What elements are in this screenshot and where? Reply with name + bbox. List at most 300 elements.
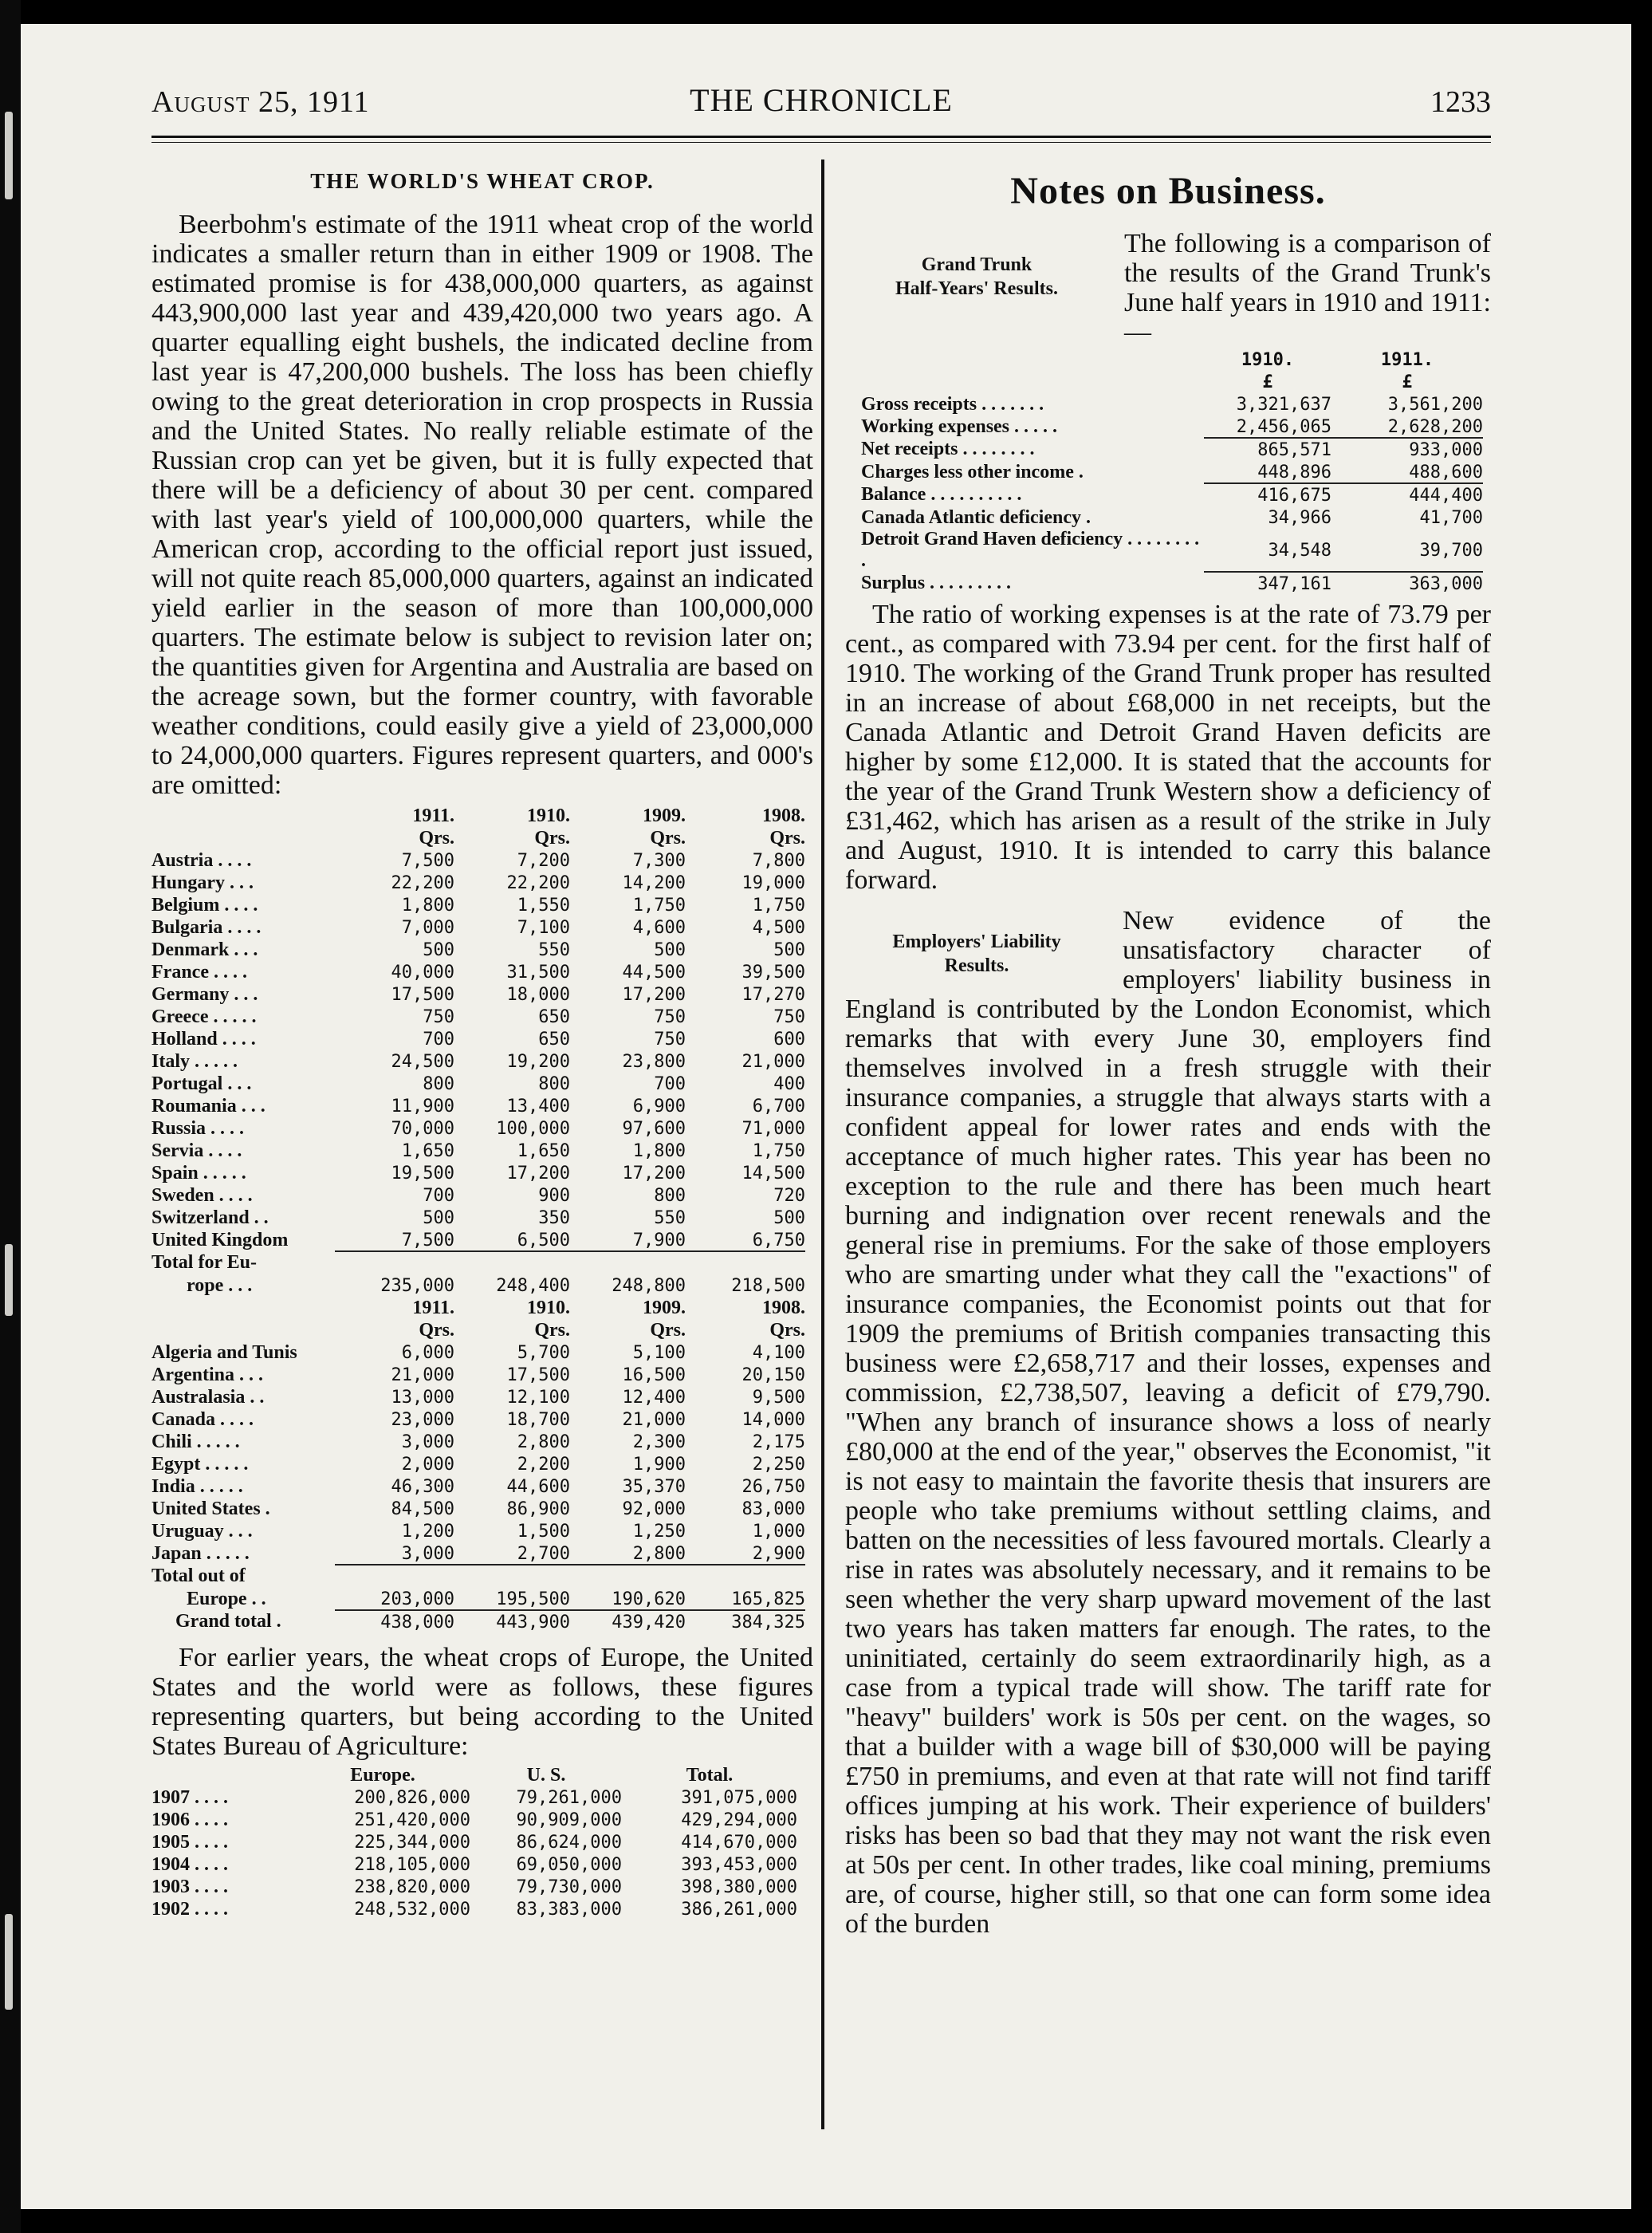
crop-value: 39,500: [741, 962, 805, 983]
country-label: Denmark . . .: [151, 939, 258, 960]
crop-value: 7,500: [401, 850, 454, 871]
table-row: [151, 983, 805, 1006]
total-label-cont: Europe . .: [187, 1588, 266, 1609]
left-column: [151, 160, 813, 1920]
table-row: [151, 1028, 805, 1050]
table-row: [151, 1162, 805, 1184]
table-row: [151, 872, 805, 894]
crop-value: 7,000: [401, 917, 454, 938]
gt-year-header: 1910.: [1241, 349, 1295, 370]
total-rule: [454, 1251, 570, 1274]
country-label: Hungary . . .: [151, 872, 254, 893]
crop-value: 6,000: [401, 1342, 454, 1363]
crop-value: 2,800: [517, 1432, 570, 1452]
crop-value: 900: [538, 1185, 570, 1206]
table-row: [151, 1453, 805, 1475]
earlier-value: 225,344,000: [354, 1832, 470, 1853]
crop-value: 550: [654, 1207, 686, 1228]
total-rule: [686, 1251, 805, 1274]
earlier-value: 414,670,000: [681, 1832, 797, 1853]
crop-value: 40,000: [391, 962, 454, 983]
crop-value: 26,750: [741, 1476, 805, 1497]
crop-value: 24,500: [391, 1051, 454, 1072]
crop-value: 1,750: [752, 1140, 805, 1161]
total-value: 248,400: [496, 1275, 570, 1296]
gt-row-label: Charges less other income .: [861, 461, 1084, 482]
crop-value: 4,500: [752, 917, 805, 938]
page-header: [151, 65, 1491, 129]
wheat-crop-table: [151, 805, 805, 1633]
table-row: [151, 1006, 805, 1028]
column-divider: [821, 160, 824, 2129]
crop-value: 1,750: [632, 895, 686, 916]
earlier-value: 251,420,000: [354, 1810, 470, 1830]
crop-value: 83,000: [741, 1499, 805, 1519]
grand-total-value: 443,900: [454, 1610, 570, 1633]
year-header: 1911.: [412, 1297, 454, 1318]
country-label: Egypt . . . . .: [151, 1453, 249, 1475]
grand-trunk-table: [861, 349, 1483, 595]
year-label: 1904 . . . .: [151, 1853, 228, 1875]
country-label: India . . . . .: [151, 1475, 243, 1497]
country-label: Australasia . .: [151, 1386, 265, 1408]
total-value: 248,800: [612, 1275, 686, 1296]
year-header-row: [151, 805, 805, 827]
crop-value: 500: [423, 1207, 454, 1228]
employers-liability-section: [845, 906, 1491, 1939]
employers-liability-text: New evidence of the unsatisfactory character of employers' liability business in England is contributed by the London Economist, which remarks that with every June 30, employers find themselves involved in a fresh struggle with their insurance companies, a struggle that always starts with a confident appeal for lower rates and ends with the acceptance of much higher rates. This year has been no exception to the rule and there has been much heart burning and indignation over recent renewals and the general rise in premiums. For the sake of those employers who are smarting under what they call the "exactions" of insurance companies, the Economist points out that for 1909 the premiums of British companies transacting this business were £2,658,717 and their losses, expenses and commission, £2,738,507, leaving a deficit of £79,790. "When any branch of insurance shows a loss of nearly £80,000 at the end of the year," observes the Economist, "it is not easy to maintain the favorite thesis that insurers are people who take premiums without settling claims, and batten on the necessities of less favoured mortals. Clearly a rise in rates was absolutely necessary, and it remains to be seen whether the very sharp upward movement of the last two years has taken matters far enough. The rates, to the uninitiated, certainly do seem extraordinarily high, as a case from a typical trade will show. The tariff rate for "heavy" builders' work is 50s per cent. on the wages, so that a builder with a wage bill of $30,000 will be paying £750 in premiums, and even at that rate will not find tariff offices jumping at his work. Their experience of builders' risks has been so bad that they may not want the risk even at 50s per cent. In other trades, like coal mining, premiums are, of course, higher still, so that one can form some idea of the burden: [845, 906, 1491, 1939]
binding-mark: [5, 1914, 13, 2010]
total-label: Total for Eu-: [151, 1252, 258, 1273]
crop-value: 100,000: [496, 1118, 570, 1139]
earlier-value: 248,532,000: [354, 1899, 470, 1920]
table-row: [151, 1898, 797, 1920]
year-label: 1903 . . . .: [151, 1876, 228, 1897]
table-row: [151, 1095, 805, 1117]
crop-value: 46,300: [391, 1476, 454, 1497]
crop-value: 400: [773, 1073, 805, 1094]
crop-value: 4,600: [632, 917, 686, 938]
crop-value: 800: [654, 1185, 686, 1206]
country-label: Switzerland . .: [151, 1207, 269, 1228]
crop-value: 600: [773, 1029, 805, 1050]
total-rule: [335, 1251, 454, 1274]
crop-value: 2,250: [752, 1454, 805, 1475]
crop-value: 17,270: [741, 984, 805, 1005]
grand-trunk-intro: The following is a comparison of the results of the Grand Trunk's June half years in 1910 and 1911:—: [1124, 229, 1491, 347]
crop-value: 9,500: [752, 1387, 805, 1408]
gt-value: 3,561,200: [1387, 394, 1483, 415]
gt-value: 448,896: [1257, 462, 1331, 482]
country-label: Chili . . . . .: [151, 1431, 240, 1452]
crop-value: 700: [423, 1185, 454, 1206]
crop-value: 21,000: [622, 1409, 686, 1430]
table-row: [151, 1207, 805, 1229]
unit-header: Qrs.: [419, 827, 454, 849]
crop-value: 650: [538, 1006, 570, 1027]
crop-value: 44,600: [506, 1476, 570, 1497]
total-value: 165,825: [731, 1589, 805, 1609]
crop-value: 7,300: [632, 850, 686, 871]
crop-value: 44,500: [622, 962, 686, 983]
gt-value: 3,321,637: [1236, 394, 1331, 415]
crop-value: 800: [538, 1073, 570, 1094]
grand-total-value: 438,000: [335, 1610, 454, 1633]
grand-total-value: 384,325: [686, 1610, 805, 1633]
crop-value: 2,200: [517, 1454, 570, 1475]
gt-row-label: Working expenses . . . . .: [861, 415, 1058, 437]
gt-value: 416,675: [1204, 483, 1331, 506]
crop-value: 31,500: [506, 962, 570, 983]
crop-value: 1,200: [401, 1521, 454, 1542]
unit-header: Qrs.: [650, 827, 686, 849]
gt-value: 2,628,200: [1387, 416, 1483, 437]
gt-value: 41,700: [1419, 507, 1483, 528]
paper-title: THE CHRONICLE: [690, 82, 953, 118]
unit-header: Qrs.: [534, 827, 570, 849]
crop-value: 2,000: [401, 1454, 454, 1475]
earlier-value: 79,730,000: [516, 1877, 622, 1897]
crop-value: 7,100: [517, 917, 570, 938]
crop-value: 1,900: [632, 1454, 686, 1475]
country-label: Servia . . . .: [151, 1140, 242, 1161]
table-row: [861, 506, 1483, 529]
gt-year-header-row: [861, 349, 1483, 371]
employers-liability-sidehead: [845, 930, 1108, 978]
earlier-value: 393,453,000: [681, 1854, 797, 1875]
crop-value: 500: [773, 1207, 805, 1228]
earlier-value: 90,909,000: [516, 1810, 622, 1830]
crop-value: 2,900: [752, 1543, 805, 1564]
crop-value: 18,700: [506, 1409, 570, 1430]
crop-value: 21,000: [391, 1365, 454, 1385]
header-rule: [151, 136, 1491, 138]
gt-value: 865,571: [1204, 438, 1331, 461]
crop-value: 1,250: [632, 1521, 686, 1542]
year-header: 1911.: [412, 805, 454, 826]
grand-trunk-sidehead-line2: Half-Years' Results.: [895, 278, 1058, 299]
table-row: [151, 1364, 805, 1386]
table-row: [861, 461, 1483, 483]
table-row: [151, 1117, 805, 1140]
country-label: Austria . . . .: [151, 849, 252, 871]
table-row: [151, 1341, 805, 1364]
crop-value: 16,500: [622, 1365, 686, 1385]
crop-value: 2,800: [632, 1543, 686, 1564]
table-row: [151, 1475, 805, 1498]
crop-value: 4,100: [752, 1342, 805, 1363]
earlier-value: 429,294,000: [681, 1810, 797, 1830]
crop-value: 2,175: [752, 1432, 805, 1452]
unit-header: Qrs.: [650, 1319, 686, 1341]
table-row: [151, 1853, 797, 1876]
crop-value: 6,750: [752, 1230, 805, 1250]
year-header-row: [151, 1297, 805, 1319]
wheat-intro: Beerbohm's estimate of the 1911 wheat crop of the world indicates a smaller return than in either 1909 or 1908. The estimated promise is for 438,000,000 quarters, as against 443,900,000 last year and 439,420,000 two years ago. A quarter equalling eight bushels, the indicated decline from last year is 47,200,000 bushels. The loss has been chiefly owing to the great deterioration in crop prospects in Russia and the United States. No really reliable estimate of the Russian crop can yet be given, but it is fully expected that there will be a deficiency of about 30 per cent. compared with last year's yield of 100,000,000 quarters, while the American crop, according to the official report just issued, will not quite reach 85,000,000 quarters, against an indicated yield earlier in the season of more than 100,000,000 quarters. The estimate below is subject to revision later on; the quantities given for Argentina and Australia are based on the acreage sown, but the former country, with favorable weather conditions, could easily give a yield of 23,000,000 to 24,000,000 quarters. Figures represent quarters, and 000's are omitted:: [151, 210, 813, 800]
total-value: 190,620: [612, 1589, 686, 1609]
gt-value: 2,456,065: [1236, 416, 1331, 437]
crop-value: 17,500: [506, 1365, 570, 1385]
crop-value: 750: [423, 1006, 454, 1027]
table-row: [151, 1050, 805, 1073]
crop-value: 1,800: [632, 1140, 686, 1161]
country-label: Bulgaria . . . .: [151, 916, 262, 938]
gt-value: 933,000: [1331, 438, 1483, 461]
crop-value: 19,000: [741, 872, 805, 893]
earlier-value: 398,380,000: [681, 1877, 797, 1897]
header-blank: [151, 1297, 335, 1319]
year-label: 1902 . . . .: [151, 1898, 228, 1920]
crop-value: 7,200: [517, 850, 570, 871]
total-row: [151, 1588, 805, 1610]
table-row: [151, 849, 805, 872]
gt-value: 444,400: [1331, 483, 1483, 506]
table-row: [861, 572, 1483, 595]
country-label: Uruguay . . .: [151, 1520, 253, 1542]
header-blank: [861, 371, 1204, 393]
table-row: [151, 1520, 805, 1542]
table-row: [151, 1831, 797, 1853]
earlier-value: 218,105,000: [354, 1854, 470, 1875]
country-label: Italy . . . . .: [151, 1050, 238, 1072]
crop-value: 17,200: [622, 984, 686, 1005]
total-value: 218,500: [731, 1275, 805, 1296]
year-header: 1910.: [527, 1297, 570, 1318]
crop-value: 17,200: [622, 1163, 686, 1183]
country-label: France . . . .: [151, 961, 247, 983]
crop-value: 6,700: [752, 1096, 805, 1116]
right-column: [845, 160, 1491, 1939]
crop-value: 7,900: [632, 1230, 686, 1250]
total-label-cont: rope . . .: [187, 1274, 253, 1296]
earlier-years-text: For earlier years, the wheat crops of Europe, the United States and the world were as follows, these figures representing quarters, but being according to the United States Bureau of Agriculture:: [151, 1643, 813, 1761]
gt-row-label: Gross receipts . . . . . . .: [861, 393, 1044, 415]
table-row: [151, 1431, 805, 1453]
crop-value: 550: [538, 939, 570, 960]
country-label: Spain . . . . .: [151, 1162, 246, 1183]
crop-value: 2,300: [632, 1432, 686, 1452]
total-value: 235,000: [380, 1275, 454, 1296]
grand-trunk-section: [845, 229, 1491, 347]
crop-value: 13,000: [391, 1387, 454, 1408]
total-label-row: [151, 1565, 805, 1588]
crop-value: 92,000: [622, 1499, 686, 1519]
wheat-article-title: THE WORLD'S WHEAT CROP.: [310, 169, 655, 193]
crop-value: 1,000: [752, 1521, 805, 1542]
earlier-value: 200,826,000: [354, 1787, 470, 1808]
header-blank: [151, 1319, 335, 1341]
page-number: 1233: [1430, 85, 1491, 119]
crop-value: 1,500: [517, 1521, 570, 1542]
crop-value: 35,370: [622, 1476, 686, 1497]
total-rule: [454, 1565, 570, 1588]
gt-value: 363,000: [1331, 572, 1483, 595]
gt-currency: £: [1262, 372, 1273, 392]
table-row: [151, 961, 805, 983]
crop-value: 650: [538, 1029, 570, 1050]
gt-row-label: Net receipts . . . . . . . .: [861, 439, 1035, 459]
total-rule: [335, 1565, 454, 1588]
crop-value: 750: [773, 1006, 805, 1027]
country-label: Roumania . . .: [151, 1095, 266, 1116]
total-value: 195,500: [496, 1589, 570, 1609]
country-label: Greece . . . . .: [151, 1006, 257, 1027]
grand-total-row: [151, 1610, 805, 1633]
crop-value: 1,550: [517, 895, 570, 916]
table-row: [151, 1809, 797, 1831]
crop-value: 14,500: [741, 1163, 805, 1183]
crop-value: 6,900: [632, 1096, 686, 1116]
crop-value: 17,200: [506, 1163, 570, 1183]
country-label: United Kingdom: [151, 1229, 289, 1250]
crop-value: 22,200: [506, 872, 570, 893]
crop-value: 700: [423, 1029, 454, 1050]
crop-value: 12,100: [506, 1387, 570, 1408]
crop-value: 86,900: [506, 1499, 570, 1519]
earlier-value: 238,820,000: [354, 1877, 470, 1897]
crop-value: 500: [654, 939, 686, 960]
crop-value: 720: [773, 1185, 805, 1206]
crop-value: 21,000: [741, 1051, 805, 1072]
earlier-value: 79,261,000: [516, 1787, 622, 1808]
year-label: 1907 . . . .: [151, 1786, 228, 1808]
country-label: Russia . . . .: [151, 1117, 245, 1139]
gt-currency: £: [1402, 372, 1413, 392]
total-rule: [686, 1565, 805, 1588]
crop-value: 800: [423, 1073, 454, 1094]
crop-value: 12,400: [622, 1387, 686, 1408]
country-label: Japan . . . . .: [151, 1542, 250, 1564]
crop-value: 1,650: [401, 1140, 454, 1161]
unit-header: Qrs.: [769, 827, 805, 849]
earlier-value: 386,261,000: [681, 1899, 797, 1920]
table-row: [151, 1876, 797, 1898]
issue-date: August 25, 1911: [151, 85, 370, 119]
year-label: 1905 . . . .: [151, 1831, 228, 1853]
country-label: Argentina . . .: [151, 1364, 263, 1385]
crop-value: 700: [654, 1073, 686, 1094]
crop-value: 7,800: [752, 850, 805, 871]
crop-value: 23,800: [622, 1051, 686, 1072]
gt-value: 347,161: [1204, 572, 1331, 595]
unit-header: Qrs.: [769, 1319, 805, 1341]
earlier-value: 69,050,000: [516, 1854, 622, 1875]
employers-liability-sidehead-line2: Results.: [944, 955, 1009, 976]
year-header: 1910.: [527, 805, 570, 826]
header-rule-thin: [151, 142, 1491, 143]
employers-liability-sidehead-line1: Employers' Liability: [892, 931, 1061, 952]
table-row: [151, 1408, 805, 1431]
earlier-header: U. S.: [526, 1764, 566, 1786]
table-row: [861, 438, 1483, 461]
crop-value: 500: [423, 939, 454, 960]
header-blank: [151, 827, 335, 849]
table-row: [151, 1786, 797, 1809]
table-row: [151, 916, 805, 939]
grand-total-value: 439,420: [570, 1610, 686, 1633]
gt-value: 34,548: [1268, 540, 1331, 561]
earlier-header-row: [151, 1764, 797, 1786]
table-row: [151, 1542, 805, 1565]
table-row: [151, 1386, 805, 1408]
crop-value: 5,100: [632, 1342, 686, 1363]
crop-value: 19,200: [506, 1051, 570, 1072]
crop-value: 71,000: [741, 1118, 805, 1139]
total-label-row: [151, 1251, 805, 1274]
crop-value: 84,500: [391, 1499, 454, 1519]
crop-value: 18,000: [506, 984, 570, 1005]
binding-mark: [5, 1244, 13, 1316]
gt-value: 34,966: [1268, 507, 1331, 528]
gt-currency-row: [861, 371, 1483, 393]
crop-value: 750: [654, 1006, 686, 1027]
crop-value: 20,150: [741, 1365, 805, 1385]
crop-value: 2,700: [517, 1543, 570, 1564]
country-label: Canada . . . .: [151, 1408, 254, 1430]
year-header: 1909.: [643, 805, 686, 826]
gt-row-label: Surplus . . . . . . . . .: [861, 573, 1012, 593]
crop-value: 97,600: [622, 1118, 686, 1139]
crop-value: 14,200: [622, 872, 686, 893]
earlier-value: 391,075,000: [681, 1787, 797, 1808]
year-header: 1908.: [762, 805, 805, 826]
gt-value: 39,700: [1419, 540, 1483, 561]
country-label: United States .: [151, 1498, 270, 1519]
table-row: [861, 415, 1483, 438]
crop-value: 14,000: [741, 1409, 805, 1430]
crop-value: 19,500: [391, 1163, 454, 1183]
country-label: Sweden . . . .: [151, 1184, 253, 1206]
notes-title: Notes on Business.: [1010, 170, 1326, 212]
country-label: Belgium . . . .: [151, 894, 258, 916]
year-header: 1909.: [643, 1297, 686, 1318]
header-blank: [151, 1764, 295, 1786]
table-row: [151, 1229, 805, 1251]
unit-header-row: [151, 827, 805, 849]
grand-trunk-text: The ratio of working expenses is at the rate of 73.79 per cent., as compared with 73.94 per cent. for the first half of 1910. The working of the Grand Trunk proper has resulted in an increase of about £68,000 in net receipts, but the Canada Atlantic and Detroit Grand Haven deficits are higher by some £12,000. It is stated that the accounts for the year of the Grand Trunk Western show a deficiency of £31,462, which has arisen as a result of the strike in July and August, 1910. It is intended to carry this balance forward.: [845, 600, 1491, 895]
earlier-value: 83,383,000: [516, 1899, 622, 1920]
header-blank: [151, 805, 335, 827]
header-blank: [861, 349, 1204, 371]
crop-value: 17,500: [391, 984, 454, 1005]
crop-value: 3,000: [401, 1543, 454, 1564]
table-row: [151, 1073, 805, 1095]
table-row: [861, 483, 1483, 506]
crop-value: 11,900: [391, 1096, 454, 1116]
table-row: [861, 393, 1483, 415]
total-rule: [570, 1565, 686, 1588]
crop-value: 1,800: [401, 895, 454, 916]
crop-value: 6,500: [517, 1230, 570, 1250]
crop-value: 1,750: [752, 895, 805, 916]
gt-year-header: 1911.: [1380, 349, 1434, 370]
crop-value: 22,200: [391, 872, 454, 893]
table-row: [151, 1184, 805, 1207]
total-value: 203,000: [380, 1589, 454, 1609]
earlier-value: 86,624,000: [516, 1832, 622, 1853]
gt-row-label: Detroit Grand Haven deficiency . . . . . . . . .: [861, 529, 1200, 571]
table-row: [151, 894, 805, 916]
earlier-header: Europe.: [350, 1764, 415, 1786]
country-label: Algeria and Tunis: [151, 1341, 297, 1363]
total-rule: [570, 1251, 686, 1274]
crop-value: 750: [654, 1029, 686, 1050]
year-header: 1908.: [762, 1297, 805, 1318]
earlier-years-table: [151, 1764, 797, 1920]
binding-edge: [0, 0, 21, 2233]
total-row: [151, 1274, 805, 1297]
country-label: Holland . . . .: [151, 1028, 256, 1050]
